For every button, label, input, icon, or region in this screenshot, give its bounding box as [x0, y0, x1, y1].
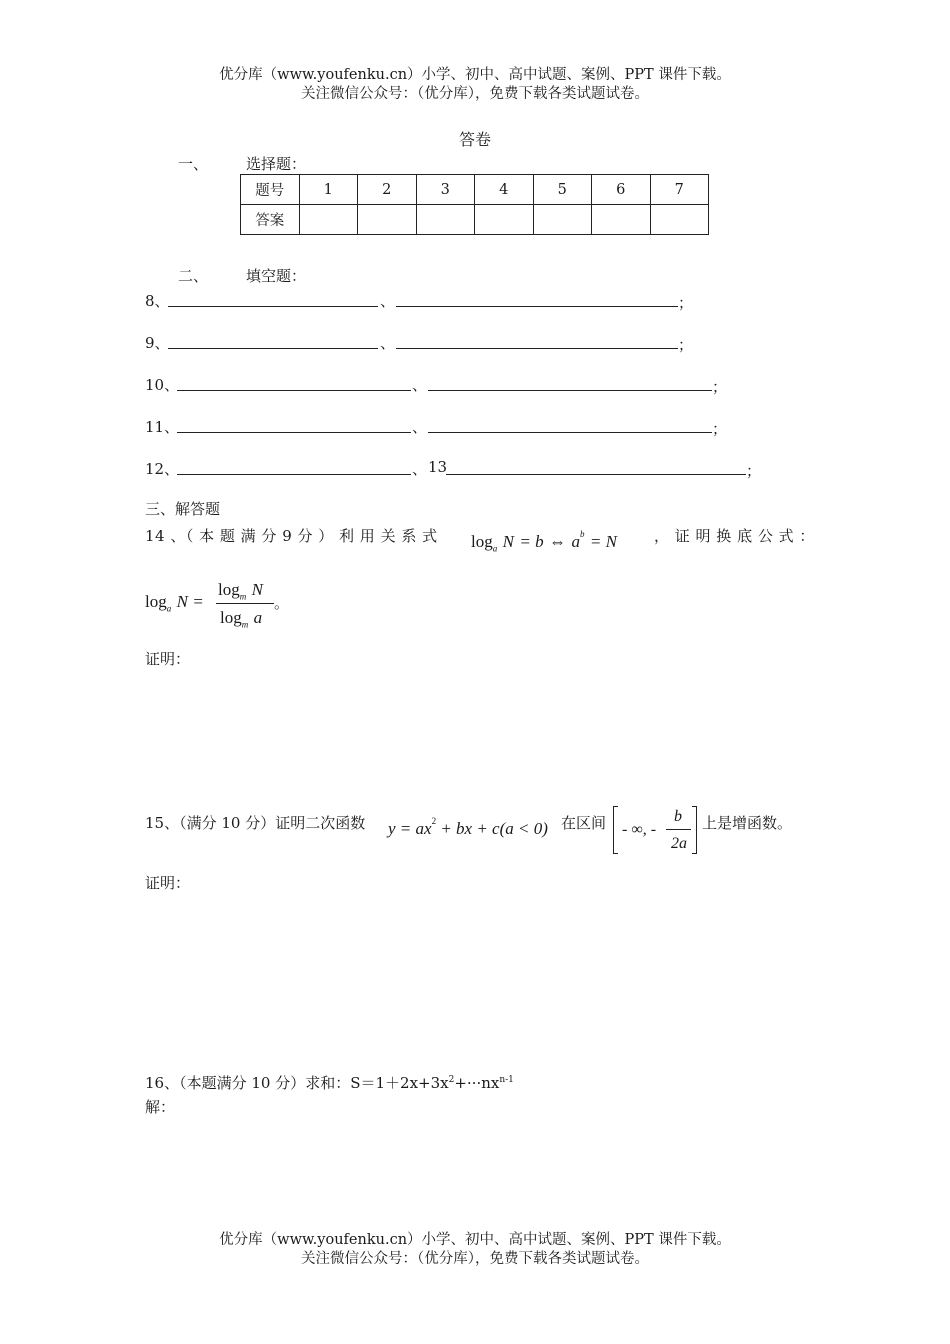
- answer-cell[interactable]: [533, 205, 592, 235]
- var-N: N: [176, 592, 188, 611]
- var-N: N: [251, 580, 263, 599]
- table-cell-number: 5: [533, 175, 592, 205]
- formula-lhs: [145, 592, 203, 613]
- log-text: log: [471, 532, 493, 551]
- log-base: a: [166, 603, 172, 614]
- table-header-cell: 答案: [241, 205, 300, 235]
- answer-cell[interactable]: [416, 205, 475, 235]
- q14-suffix: ， 证 明 换 底 公 式 ：: [654, 527, 815, 545]
- table-cell-number: 4: [475, 175, 534, 205]
- q15-function: [388, 816, 548, 839]
- table-cell-number: 3: [416, 175, 475, 205]
- q11-label: 11、: [145, 418, 180, 436]
- q8-blank-1[interactable]: [168, 306, 378, 307]
- answer-cell[interactable]: [592, 205, 651, 235]
- page-footer-line1: 优分库（www.youfenku.cn）小学、初中、高中试题、案例、PPT 课件下载。: [219, 1232, 731, 1248]
- interval-neg-infinity: - ∞, -: [622, 821, 657, 838]
- interval-left: [622, 819, 656, 839]
- section2-label: 填空题：: [246, 267, 307, 285]
- interval-right-bracket: [692, 806, 697, 854]
- log-base: m: [239, 591, 247, 602]
- q16-question: [145, 1072, 514, 1093]
- interval-left-bracket: [613, 806, 618, 854]
- q10-end: ；: [712, 378, 728, 396]
- frac-den-2a: 2a: [671, 835, 687, 852]
- log-text: log: [218, 580, 240, 599]
- log-text: log: [220, 608, 242, 627]
- page-header-line2: 关注微信公众号：（优分库），免费下载各类试题试卷。: [301, 86, 649, 102]
- q15-mid: 在区间: [561, 814, 607, 832]
- q11-blank-2[interactable]: [428, 432, 712, 433]
- q8-separator: 、: [380, 292, 396, 310]
- table-cell-number: 1: [299, 175, 358, 205]
- answer-cell[interactable]: [299, 205, 358, 235]
- formula-denominator: [220, 608, 262, 629]
- q11-separator: 、: [412, 418, 428, 436]
- q13-end: ；: [746, 462, 762, 480]
- table-cell-number: 7: [650, 175, 709, 205]
- q14-proof-label: 证明：: [145, 650, 191, 668]
- page-title: 答卷: [458, 130, 491, 149]
- fraction-bar: [216, 603, 274, 604]
- q16-exp2: n-1: [499, 1075, 514, 1085]
- answer-cell[interactable]: [358, 205, 417, 235]
- q8-blank-2[interactable]: [396, 306, 678, 307]
- q8-end: ；: [678, 294, 694, 312]
- q9-separator: 、: [380, 334, 396, 352]
- table-header-cell: 题号: [241, 175, 300, 205]
- q12-label: 12、: [145, 460, 180, 478]
- var-a: a: [253, 608, 263, 627]
- equals-sign: =: [193, 592, 203, 611]
- interval-frac-den: [664, 833, 694, 853]
- iff-symbol: ⇔: [549, 532, 567, 551]
- q15-suffix: 上是增函数。: [702, 814, 793, 832]
- q15-prefix: 15、（满分 10 分）证明二次函数: [145, 814, 366, 832]
- answer-table: [240, 174, 709, 235]
- formula-numerator: [218, 580, 263, 601]
- answer-cell[interactable]: [475, 205, 534, 235]
- exp-b: b: [579, 529, 585, 540]
- section2-number: 二、: [178, 267, 209, 285]
- var-a: a: [571, 532, 580, 551]
- frac-num-b: b: [674, 808, 682, 825]
- q9-blank-2[interactable]: [396, 348, 678, 349]
- q13-label: 13: [428, 458, 448, 476]
- table-cell-number: 6: [592, 175, 651, 205]
- section1-label: 选择题：: [246, 155, 307, 173]
- interval-frac-num: [667, 806, 689, 826]
- page-footer-line2: 关注微信公众号：（优分库），免费下载各类试题试卷。: [301, 1251, 649, 1267]
- q10-blank-1[interactable]: [177, 390, 411, 391]
- section3-label: 三、解答题: [145, 500, 221, 518]
- section1-number: 一、: [178, 155, 209, 173]
- var-N: N: [502, 532, 514, 551]
- eq-b: = b: [519, 532, 544, 551]
- q11-blank-1[interactable]: [177, 432, 411, 433]
- log-text: log: [145, 592, 167, 611]
- q16-text2: +···nx: [454, 1074, 500, 1092]
- q10-label: 10、: [145, 376, 180, 394]
- q11-end: ；: [712, 420, 728, 438]
- answer-cell[interactable]: [650, 205, 709, 235]
- eq-N: = N: [589, 532, 617, 551]
- q16-solve-label: 解：: [145, 1098, 176, 1116]
- q14-prefix: 14 、（ 本 题 满 分 9 分 ） 利 用 关 系 式: [145, 527, 438, 545]
- q12-separator: 、: [412, 460, 428, 478]
- q9-label: 9、: [145, 334, 170, 352]
- log-base: m: [241, 619, 249, 630]
- q9-blank-1[interactable]: [168, 348, 378, 349]
- q16-exp1: 2: [448, 1075, 455, 1085]
- q10-separator: 、: [412, 376, 428, 394]
- formula-period: 。: [274, 594, 290, 612]
- q15-proof-label: 证明：: [145, 874, 191, 892]
- q14-relation: [471, 529, 617, 554]
- q16-text: 16、（本题满分 10 分）求和：S＝1＋2x+3x: [145, 1074, 449, 1092]
- q8-label: 8、: [145, 292, 170, 310]
- q13-blank[interactable]: [446, 474, 746, 475]
- func-rest: + bx + c(a < 0): [436, 819, 548, 838]
- answer-table-row-answers: [241, 205, 709, 235]
- func-square: 2: [431, 816, 437, 827]
- answer-table-row-numbers: [241, 175, 709, 205]
- table-cell-number: 2: [358, 175, 417, 205]
- page-header-line1: 优分库（www.youfenku.cn）小学、初中、高中试题、案例、PPT 课件下载。: [219, 67, 731, 83]
- log-base: a: [492, 543, 498, 554]
- func-lhs: y = ax: [388, 819, 432, 838]
- q12-blank[interactable]: [177, 474, 411, 475]
- q9-end: ；: [678, 336, 694, 354]
- q10-blank-2[interactable]: [428, 390, 712, 391]
- interval-fraction-bar: [666, 829, 691, 830]
